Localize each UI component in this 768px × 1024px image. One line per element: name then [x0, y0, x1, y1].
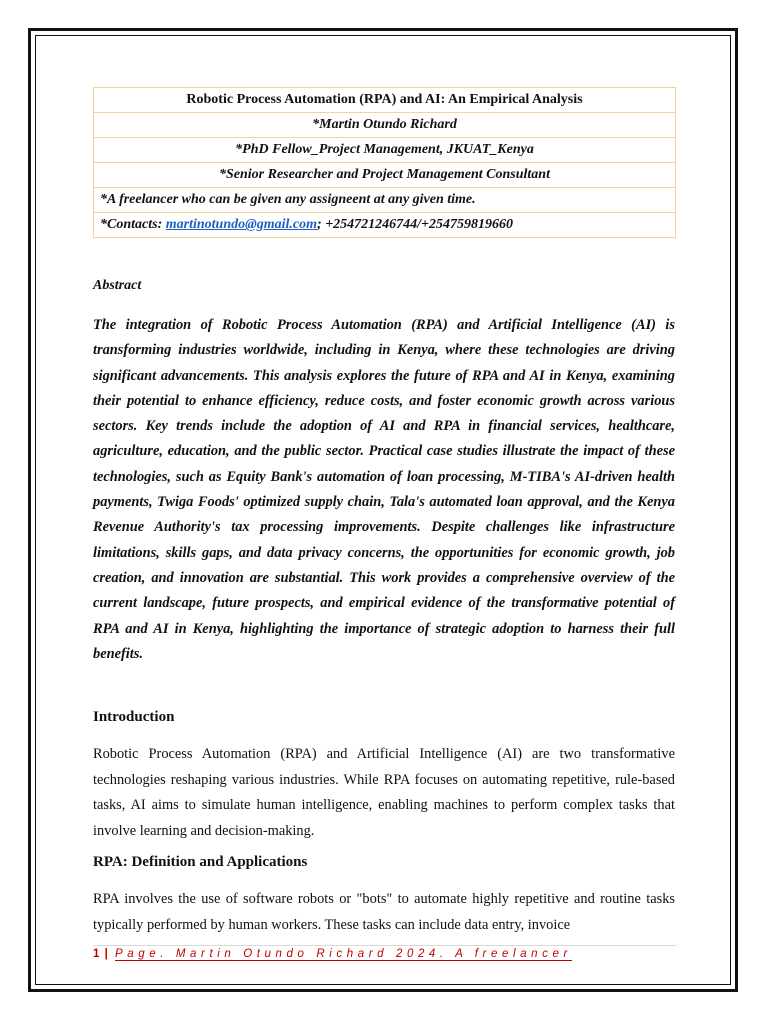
- author-name: *Martin Otundo Richard: [94, 113, 676, 138]
- paper-title: Robotic Process Automation (RPA) and AI: An Empirical Analysis: [94, 88, 676, 113]
- title-block-table: [93, 87, 676, 238]
- email-link[interactable]: martinotundo@gmail.com: [165, 217, 318, 232]
- phone-numbers: ; +254721246744/+254759819660: [317, 217, 514, 232]
- contacts-label: *Contacts:: [100, 217, 166, 232]
- footer-divider: [93, 945, 676, 946]
- introduction-heading: Introduction: [93, 709, 175, 725]
- freelancer-note: *A freelancer who can be given any assigneent at any given time.: [94, 188, 676, 213]
- abstract-heading: Abstract: [93, 278, 142, 293]
- rpa-section-text: RPA involves the use of software robots or "bots" to automate highly repetitive and routine tasks typically performed by human workers. These tasks can include data entry, invoice: [93, 891, 675, 933]
- page-footer: [93, 948, 572, 960]
- author-role: *Senior Researcher and Project Management Consultant: [94, 163, 676, 188]
- contacts-row: [94, 213, 676, 238]
- footer-separator: |: [99, 948, 116, 960]
- footer-text: Page. Martin Otundo Richard 2024. A freelancer: [115, 948, 572, 960]
- abstract-text: The integration of Robotic Process Automation (RPA) and Artificial Intelligence (AI) is transforming industries worldwide, including in Kenya, where these technologies are driving significant advancements. This analysis explores the future of RPA and AI in Kenya, examining their potential to enhance efficiency, reduce costs, and foster economic growth across various sectors. Key trends include the adoption of AI and RPA in financial services, healthcare, agriculture, education, and the public sector. Practical case studies illustrate the impact of these technologies, such as Equity Bank's automation of loan processing, M-TIBA's AI-driven health payments, Twiga Foods' optimized supply chain, Tala's automated loan approval, and the Kenya Revenue Authority's tax processing improvements. Despite challenges like infrastructure limitations, skills gaps, and data privacy concerns, the opportunities for economic growth, job creation, and innovation are substantial. This work provides a comprehensive overview of the current landscape, future prospects, and empirical evidence of the transformative potential of RPA and AI in Kenya, highlighting the importance of strategic adoption to harness their full benefits.: [93, 317, 675, 662]
- author-affiliation: *PhD Fellow_Project Management, JKUAT_Kenya: [94, 138, 676, 163]
- page-number: 1: [93, 948, 100, 960]
- rpa-section-heading: RPA: Definition and Applications: [93, 854, 308, 870]
- introduction-text: Robotic Process Automation (RPA) and Artificial Intelligence (AI) are two transformative technologies reshaping various industries. While RPA focuses on automating repetitive, rule-based tasks, AI aims to simulate human intelligence, enabling machines to perform complex tasks that involve learning and decision-making.: [93, 746, 675, 839]
